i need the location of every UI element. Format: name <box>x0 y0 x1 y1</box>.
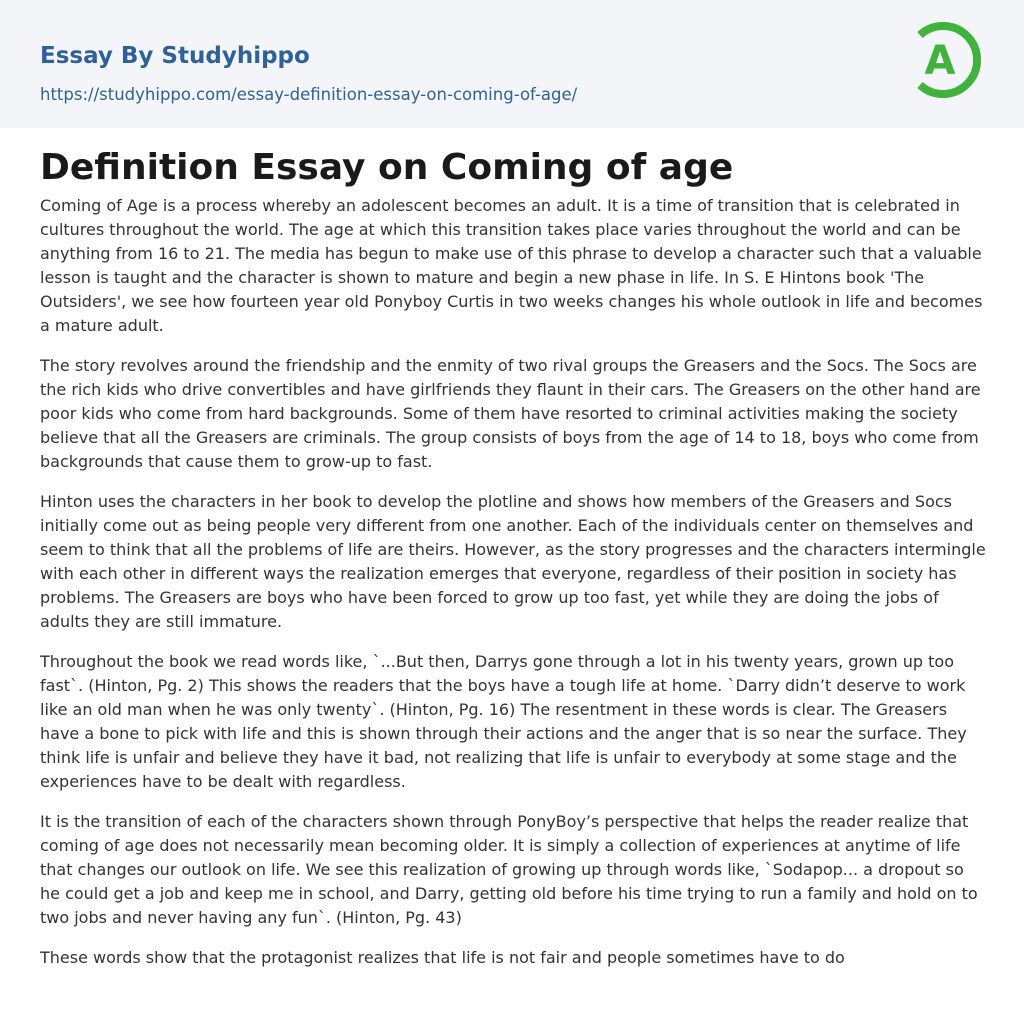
article-title: Definition Essay on Coming of age <box>40 147 734 188</box>
paragraph-4: Throughout the book we read words like, `...But then, Darrys gone through a lot in his twenty years, grown up too fast`. (Hinton, Pg. 2) This shows the readers that the boys have a tough life at home. `Darry didn’t deserve to work like an old man when he was only twenty`. (Hinton, Pg. 16) The resentment in these words is clear. The Greasers have a bone to pick with life and this is shown through their actions and the anger that is so near the surface. They think life is unfair and believe they have it bad, not realizing that life is unfair to everybody at some stage and the experiences have to be dealt with regardless. <box>40 652 967 791</box>
logo-ring-icon <box>908 18 988 106</box>
paragraph-2: The story revolves around the friendship and the enmity of two rival groups the Greasers and the Socs. The Socs are the rich kids who drive convertibles and have girlfriends they flaunt in their cars. The Greasers on the other hand are poor kids who come from hard backgrounds. Some of them have resorted to criminal activities making the society believe that all the Greasers are criminals. The group consists of boys from the age of 14 to 18, boys who come from backgrounds that cause them to grow-up to fast. <box>40 356 981 471</box>
article-body <box>40 194 988 986</box>
site-title[interactable]: Essay By Studyhippo <box>40 43 310 69</box>
source-url-link[interactable]: https://studyhippo.com/essay-definition-essay-on-coming-of-age/ <box>40 85 578 104</box>
paragraph-1: Coming of Age is a process whereby an adolescent becomes an adult. It is a time of transition that is celebrated in cultures throughout the world. The age at which this transition takes place varies throughout the world and can be anything from 16 to 21. The media has begun to make use of this phrase to develop a character such that a valuable lesson is taught and the character is shown to mature and begin a new phase in life. In S. E Hintons book 'The Outsiders', we see how fourteen year old Ponyboy Curtis in two weeks changes his whole outlook in life and becomes a mature adult. <box>40 196 983 335</box>
paragraph-6: These words show that the protagonist realizes that life is not fair and people sometimes have to do <box>40 948 845 967</box>
paragraph-3: Hinton uses the characters in her book to develop the plotline and shows how members of the Greasers and Socs initially come out as being people very different from one another. Each of the individuals center on themselves and seem to think that all the problems of life are theirs. However, as the story progresses and the characters intermingle with each other in different ways the realization emerges that everyone, regardless of their position in society has problems. The Greasers are boys who have been forced to grow up too fast, yet while they are doing the jobs of adults they are still immature. <box>40 492 986 631</box>
studyhippo-logo[interactable] <box>908 18 988 106</box>
site-header <box>0 0 1024 128</box>
logo-letter: A <box>924 38 956 84</box>
paragraph-5: It is the transition of each of the characters shown through PonyBoy’s perspective that helps the reader realize that coming of age does not necessarily mean becoming older. It is simply a collection of experiences at anytime of life that changes our outlook on life. We see this realization of growing up through words like, `Sodapop... a dropout so he could get a job and keep me in school, and Darry, getting old before his time trying to run a family and hold on to two jobs and never having any fun`. (Hinton, Pg. 43) <box>40 812 978 927</box>
